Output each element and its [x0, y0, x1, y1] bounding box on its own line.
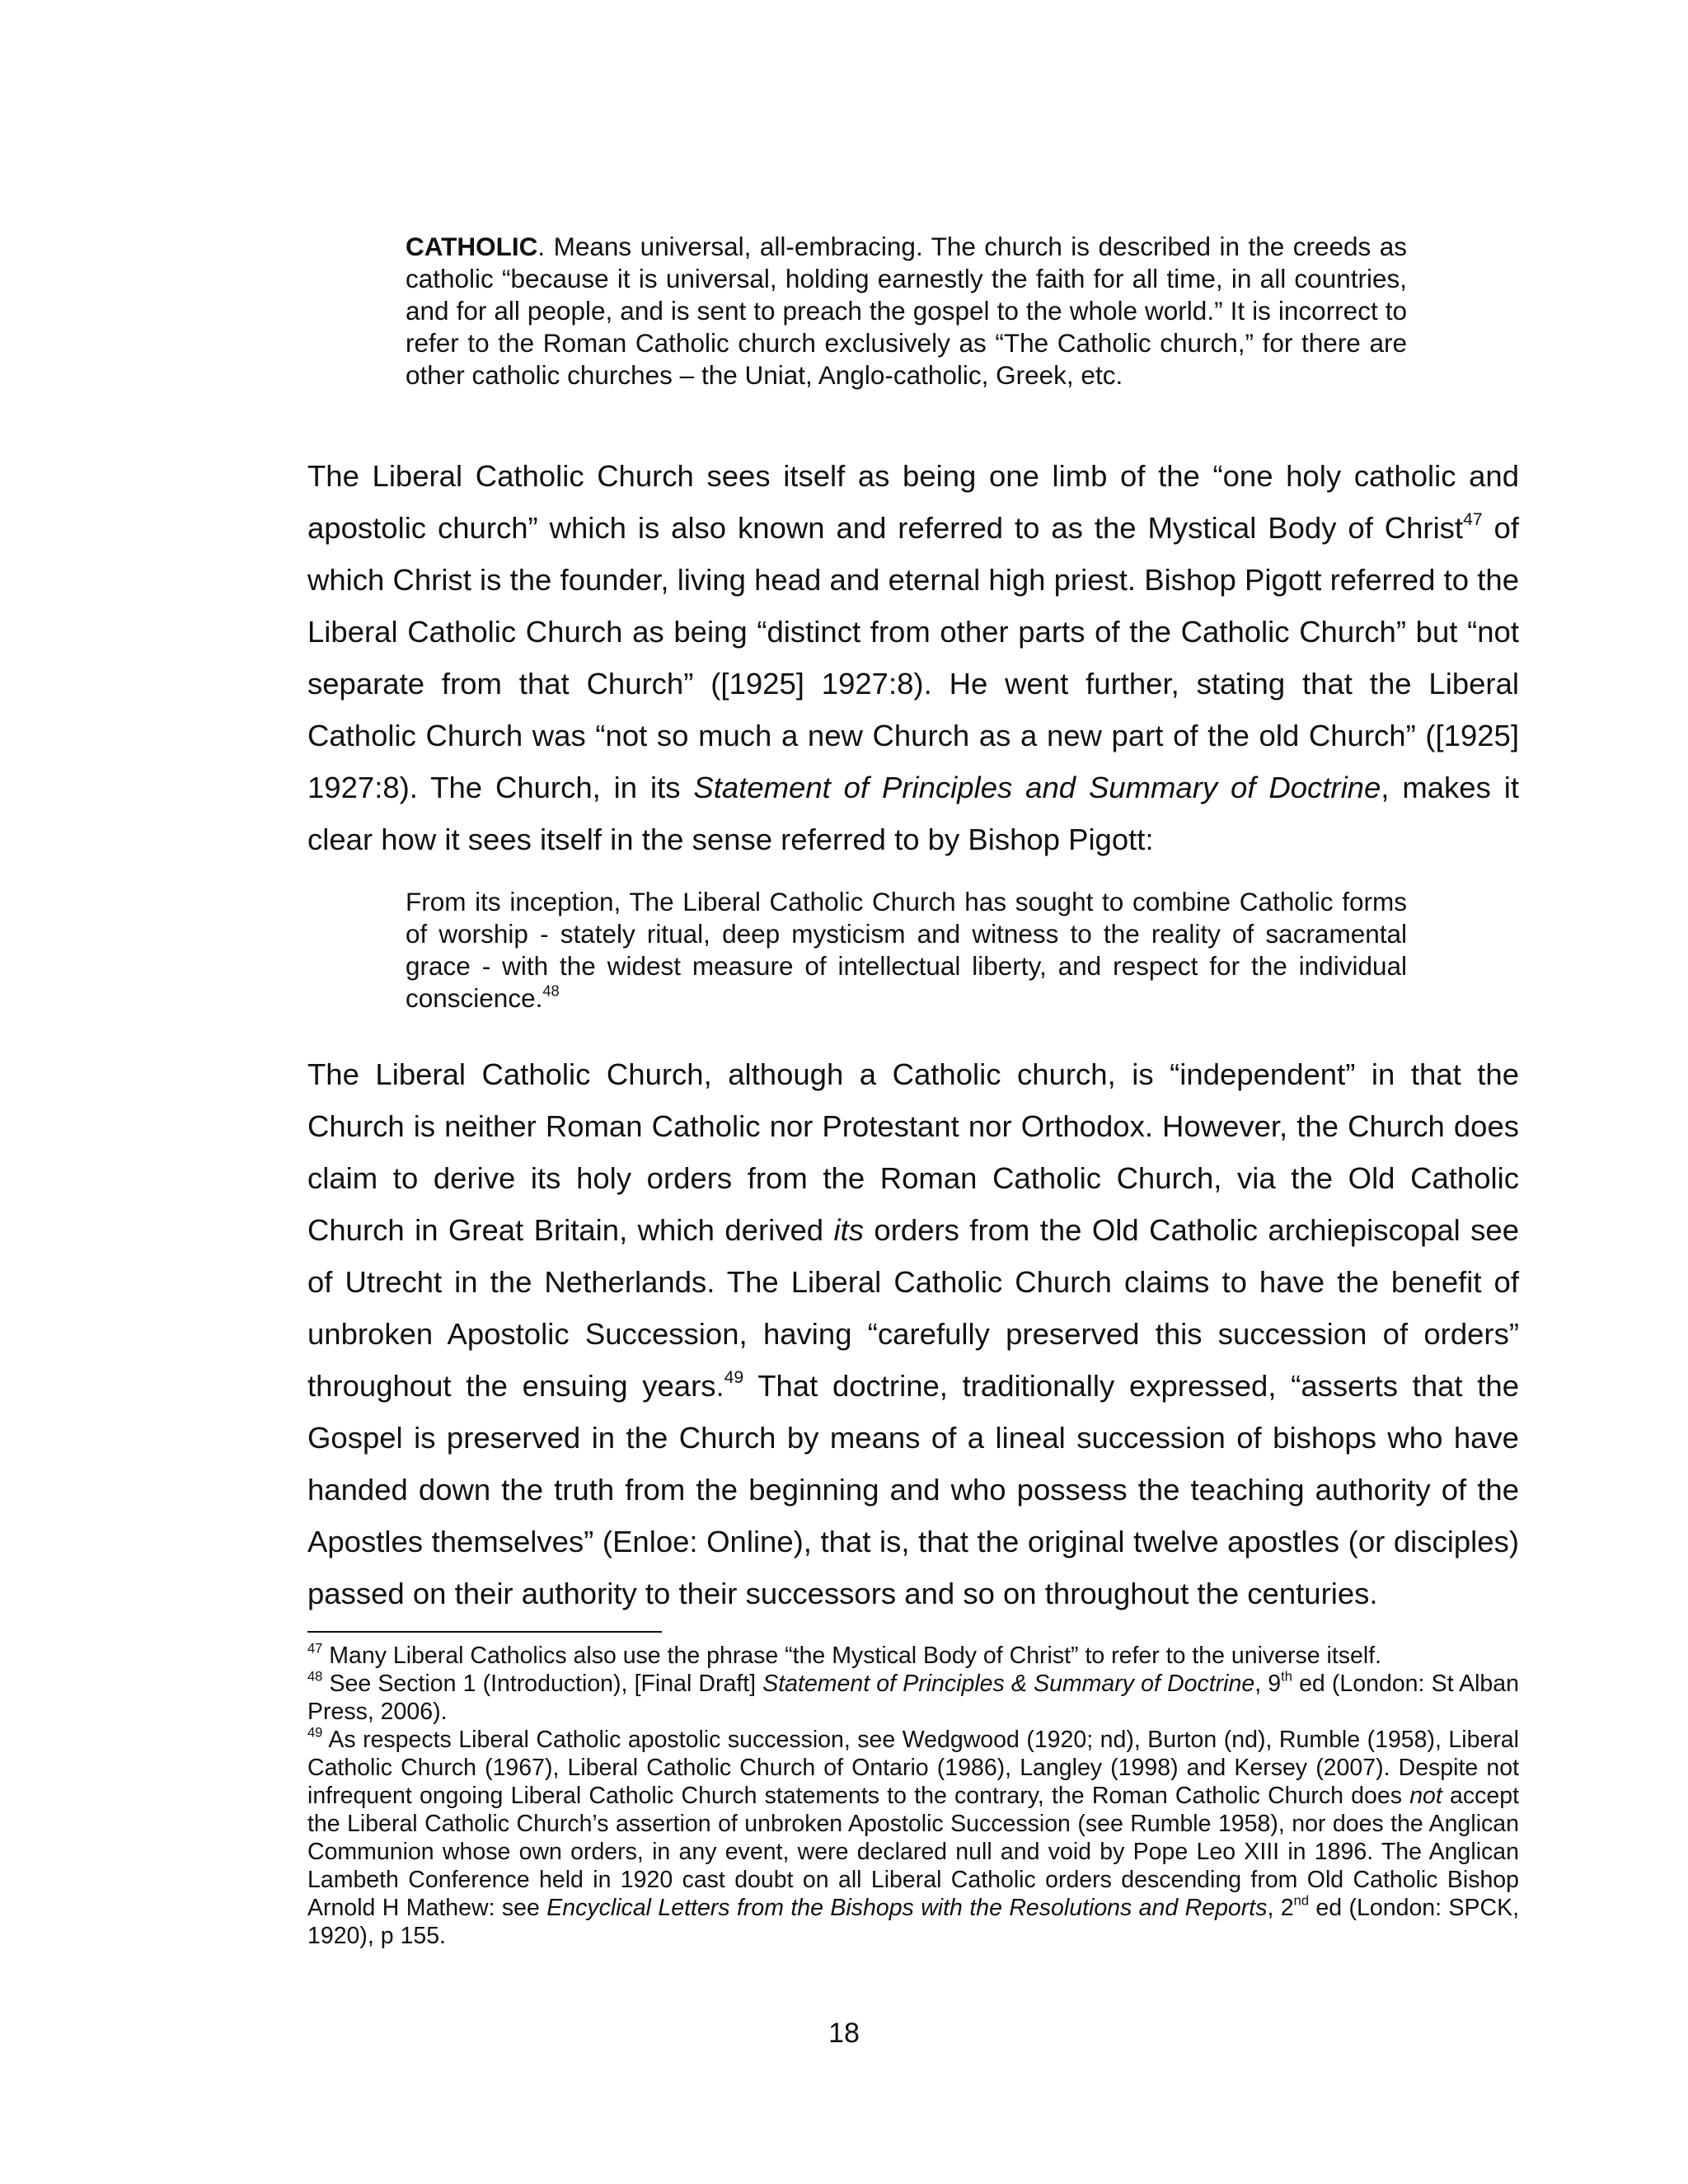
para2-text-c: That doctrine, traditionally expressed, “asserts that the Gospel is preserved in the Church by means of a lineal succession of bishops who have handed down the truth from the beginning and who possess the teaching authority of the Apostles themselves” (Enloe: Online), that is, that the original twelve apostles (or disciples) passed on their authority to their successors and so on throughout the centuries.	[307, 1369, 1519, 1610]
footnote-separator-rule	[307, 1631, 662, 1633]
footnote-text: ed (London: SPCK, 1920), p 155.	[307, 1895, 1520, 1949]
footnote-49	[307, 1726, 1519, 1950]
footnote-ref-47[interactable]: 47	[1463, 510, 1483, 530]
para1-italic-title: Statement of Principles and Summary of Doctrine	[693, 771, 1381, 804]
footnote-text: , 2	[1267, 1895, 1294, 1921]
footnote-number: 47	[307, 1640, 323, 1657]
quote-term-bold: CATHOLIC	[406, 232, 538, 261]
ordinal-suffix: th	[1281, 1668, 1292, 1685]
footnote-ref-49[interactable]: 49	[724, 1368, 744, 1388]
quote-definition-text: . Means universal, all-embracing. The church is described in the creeds as catholic “because it is universal, holding earnestly the faith for all time, in all countries, and for all people, and is sent to preach the gospel to the whole world.” It is incorrect to refer to the Roman Catholic church exclusively as “The Catholic church,” for there are other catholic churches – the Uniat, Anglo-catholic, Greek, etc.	[406, 232, 1407, 390]
quote-inception-text: From its inception, The Liberal Catholic Church has sought to combine Catholic forms of worship - stately ritual, deep mysticism and witness to the reality of sacramental grace - with the widest measure of intellectual liberty, and respect for the individual conscience.	[406, 887, 1407, 1013]
para2-text-b: orders from the Old Catholic archiepiscopal see of Utrecht in the Netherlands. The Liberal Catholic Church claims to have the benefit of unbroken Apostolic Succession, having “carefully preserved this succession of orders” throughout the ensuing years.	[307, 1213, 1519, 1403]
footnote-text: , 9	[1254, 1671, 1282, 1697]
para1-text-c: , makes it clear how it sees itself in the sense referred to by Bishop Pigott:	[307, 771, 1519, 856]
footnote-number: 49	[307, 1724, 323, 1741]
footnote-48	[307, 1670, 1519, 1726]
footnote-text: accept the Liberal Catholic Church’s assertion of unbroken Apostolic Succession (see Rumble 1958), nor does the Anglican Communion whose own orders, in any event, were declared null and void by Pope Leo XIII in 1896. The Anglican Lambeth Conference held in 1920 cast doubt on all Liberal Catholic orders descending from Old Catholic Bishop Arnold H Mathew: see	[307, 1783, 1519, 1921]
footnote-italic-title: Statement of Principles & Summary of Doctrine	[762, 1671, 1255, 1697]
footnote-ref-48[interactable]: 48	[542, 982, 560, 1000]
para2-text-a: The Liberal Catholic Church, although a Catholic church, is “independent” in that the Church is neither Roman Catholic nor Protestant nor Orthodox. However, the Church does claim to derive its holy orders from the Roman Catholic Church, via the Old Catholic Church in Great Britain, which derived	[307, 1057, 1519, 1247]
body-paragraph-1	[307, 450, 1519, 865]
para1-text-a: The Liberal Catholic Church sees itself as being one limb of the “one holy catholic and apostolic church” which is also known and referred to as the Mystical Body of Christ	[307, 459, 1519, 545]
block-quote-inception	[406, 886, 1407, 1015]
footnote-text: Many Liberal Catholics also use the phrase “the Mystical Body of Christ” to refer to the universe itself.	[322, 1643, 1382, 1669]
block-quote-catholic-definition	[406, 231, 1407, 391]
body-paragraph-2	[307, 1048, 1519, 1619]
page-number: 18	[828, 2018, 860, 2049]
footnotes-section	[307, 1642, 1519, 1950]
ordinal-suffix: nd	[1293, 1892, 1310, 1909]
para2-italic-its: its	[833, 1213, 865, 1247]
footnote-text: See Section 1 (Introduction), [Final Draft]	[322, 1671, 763, 1697]
para1-text-b: of which Christ is the founder, living head and eternal high priest. Bishop Pigott referred to the Liberal Catholic Church as being “distinct from other parts of the Catholic Church” but “not separate from that Church” ([1925] 1927:8). He went further, stating that the Liberal Catholic Church was “not so much a new Church as a new part of the old Church” ([1925] 1927:8). The Church, in its	[307, 511, 1519, 804]
footnote-italic-title: Encyclical Letters from the Bishops with the Resolutions and Reports	[546, 1895, 1268, 1921]
footnote-text: ed (London: St Alban Press, 2006).	[307, 1671, 1519, 1725]
footnote-italic-not: not	[1409, 1783, 1442, 1809]
footnote-47	[307, 1642, 1519, 1670]
footnote-text: As respects Liberal Catholic apostolic succession, see Wedgwood (1920; nd), Burton (nd), Rumble (1958), Liberal Catholic Church (1967), Liberal Catholic Church of Ontario (1986), Langley (1998) and Kersey (2007). Despite not infrequent ongoing Liberal Catholic Church statements to the contrary, the Roman Catholic Church does	[307, 1727, 1519, 1809]
footnote-number: 48	[307, 1668, 323, 1685]
